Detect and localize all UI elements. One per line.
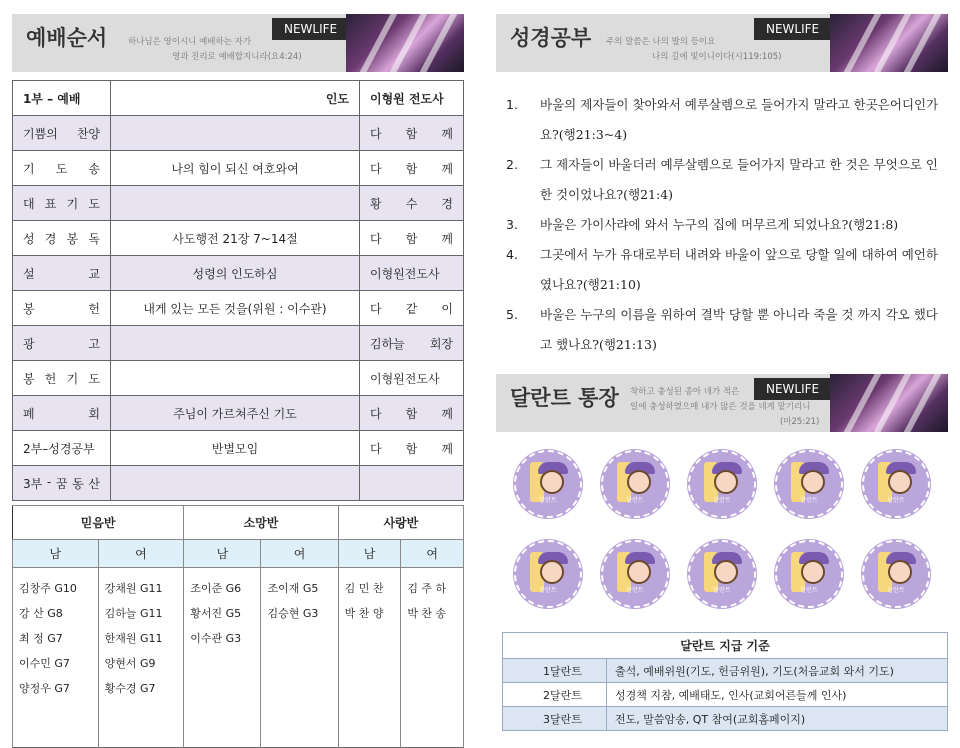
member-name: 박 찬 양 <box>344 607 384 620</box>
class-love: 사랑반 <box>338 506 463 540</box>
question-text: 바울은 누구의 이름을 위하여 결박 당할 뿐 아니라 죽을 것 까지 각오 했다고 했나요?(행21:13) <box>540 307 938 352</box>
worship-panel <box>12 14 464 748</box>
member-name: 양현서 G9 <box>104 657 156 670</box>
study-question <box>506 90 948 150</box>
rules-title: 달란트 지급 기준 <box>503 633 948 659</box>
study-question <box>506 240 948 300</box>
coin-label: 달란트 <box>713 587 731 594</box>
class-member-column <box>184 568 261 748</box>
female-label: 여 <box>261 540 338 568</box>
worship-order-row <box>13 466 464 501</box>
worship-verse-2: 영과 진리로 예배할지니라(요4:24) <box>172 52 302 62</box>
class-table <box>12 505 464 748</box>
coin-label: 달란트 <box>539 587 557 594</box>
talent-coin-icon <box>601 450 669 518</box>
talent-coin-icon <box>514 540 582 608</box>
worship-order-table <box>12 80 464 501</box>
member-name: 황수경 G7 <box>104 682 156 695</box>
order-content: 내게 있는 모든 것을(위원 : 이수관) <box>111 291 360 326</box>
member-name: 박 찬 송 <box>407 607 447 620</box>
newlife-tag: NEWLIFE <box>754 378 831 400</box>
order-content <box>111 116 360 151</box>
talent-rules-table <box>502 632 948 731</box>
order-leader: 다 함 께 <box>360 431 464 466</box>
order-item: 2부–성경공부 <box>13 431 111 466</box>
talent-header <box>496 374 948 432</box>
order-item: 폐 회 <box>13 396 111 431</box>
talent-coin-icon <box>862 450 930 518</box>
study-title: 성경공부 <box>510 26 592 50</box>
worship-photo <box>346 14 464 72</box>
female-label: 여 <box>98 540 184 568</box>
worship-order-row <box>13 431 464 466</box>
order-content <box>111 361 360 396</box>
order-content <box>111 326 360 361</box>
class-member-column <box>98 568 184 748</box>
order-content: 나의 힘이 되신 여호와여 <box>111 151 360 186</box>
order-content <box>111 186 360 221</box>
study-question <box>506 210 948 240</box>
rule-level: 2달란트 <box>503 683 607 707</box>
worship-order-header <box>13 81 464 116</box>
class-hope: 소망반 <box>184 506 338 540</box>
worship-order-row <box>13 256 464 291</box>
member-name: 김 민 찬 <box>344 582 384 595</box>
order-item: 봉 헌 기 도 <box>13 361 111 396</box>
worship-title: 예배순서 <box>26 26 108 50</box>
talent-coin-icon <box>688 540 756 608</box>
order-leader: 황 수 경 <box>360 186 464 221</box>
coin-label: 달란트 <box>539 497 557 504</box>
study-photo <box>830 14 948 72</box>
member-name: 양정우 G7 <box>19 682 70 695</box>
worship-order-row <box>13 326 464 361</box>
talent-title: 달란트 통장 <box>510 386 619 410</box>
order-leader: 이형원전도사 <box>360 256 464 291</box>
coin-label: 달란트 <box>887 497 905 504</box>
order-leader: 다 함 께 <box>360 116 464 151</box>
study-header <box>496 14 948 72</box>
worship-header <box>12 14 464 72</box>
question-text: 그곳에서 누가 유대로부터 내려와 바울이 앞으로 당할 일에 대하여 예언하였나요?(행21:10) <box>540 247 939 292</box>
study-verse-2: 나의 길에 빛이니이다(시119:105) <box>652 52 782 62</box>
female-label: 여 <box>401 540 464 568</box>
rule-description: 성경책 지참, 예배태도, 인사(교회어른들께 인사) <box>607 683 948 707</box>
order-item: 설 교 <box>13 256 111 291</box>
coin-label: 달란트 <box>887 587 905 594</box>
talent-coin-icon <box>601 540 669 608</box>
talent-photo <box>830 374 948 432</box>
rule-description: 전도, 말씀암송, QT 참여(교회홈페이지) <box>607 707 948 731</box>
talent-coin-icon <box>688 450 756 518</box>
member-name: 강채원 G11 <box>104 582 163 595</box>
member-name: 황서진 G5 <box>190 607 242 620</box>
question-number: 2. <box>506 157 518 172</box>
talent-coins <box>496 450 948 608</box>
member-name: 최 정 G7 <box>19 632 63 645</box>
member-name: 강 산 G8 <box>19 607 63 620</box>
study-question <box>506 300 948 360</box>
member-name: 김하늘 G11 <box>104 607 163 620</box>
talent-rule-row <box>503 683 948 707</box>
question-number: 4. <box>506 247 518 262</box>
order-leader: 다 함 께 <box>360 221 464 256</box>
class-member-column <box>401 568 464 748</box>
talent-coin-icon <box>862 540 930 608</box>
question-number: 3. <box>506 217 518 232</box>
order-item: 기 도 송 <box>13 151 111 186</box>
order-leader: 다 함 께 <box>360 151 464 186</box>
header-leader: 이형원 전도사 <box>360 81 464 116</box>
newlife-tag: NEWLIFE <box>272 18 349 40</box>
question-number: 5. <box>506 307 518 322</box>
class-faith: 믿음반 <box>13 506 184 540</box>
talent-rule-row <box>503 659 948 683</box>
class-member-column <box>338 568 401 748</box>
talent-verse-1: 착하고 충성된 종아 네가 적은 <box>630 387 740 397</box>
order-item: 광 고 <box>13 326 111 361</box>
order-content <box>111 466 360 501</box>
order-item: 기쁨의 찬양 <box>13 116 111 151</box>
worship-order-row <box>13 396 464 431</box>
newlife-tag: NEWLIFE <box>754 18 831 40</box>
coin-label: 달란트 <box>800 587 818 594</box>
order-item: 봉 헌 <box>13 291 111 326</box>
rule-level: 3달란트 <box>503 707 607 731</box>
header-lead: 인도 <box>111 81 360 116</box>
talent-verse-ref: (마25:21) <box>780 417 820 427</box>
order-content: 반별모임 <box>111 431 360 466</box>
order-leader: 이형원전도사 <box>360 361 464 396</box>
talent-coin-icon <box>514 450 582 518</box>
member-name: 김승현 G3 <box>267 607 319 620</box>
worship-order-row <box>13 116 464 151</box>
worship-order-row <box>13 361 464 396</box>
header-part: 1부 – 예배 <box>13 81 111 116</box>
worship-verse-1: 하나님은 영이시니 예배하는 자가 <box>128 37 252 47</box>
coin-label: 달란트 <box>800 497 818 504</box>
worship-order-row <box>13 291 464 326</box>
order-content: 성령의 인도하심 <box>111 256 360 291</box>
worship-order-row <box>13 151 464 186</box>
member-name: 김창주 G10 <box>19 582 77 595</box>
coin-label: 달란트 <box>713 497 731 504</box>
member-name: 이수민 G7 <box>19 657 70 670</box>
member-name: 이수관 G3 <box>190 632 242 645</box>
order-content: 사도행전 21장 7~14절 <box>111 221 360 256</box>
coin-label: 달란트 <box>626 587 644 594</box>
question-number: 1. <box>506 97 518 112</box>
male-label: 남 <box>184 540 261 568</box>
member-name: 조이준 G6 <box>190 582 242 595</box>
male-label: 남 <box>338 540 401 568</box>
worship-order-row <box>13 186 464 221</box>
order-leader <box>360 466 464 501</box>
question-text: 그 제자들이 바울더러 예루살렘으로 들어가지 말라고 한 것은 무엇으로 인한 것이었나요?(행21:4) <box>540 157 939 202</box>
study-panel <box>496 14 948 731</box>
coin-label: 달란트 <box>626 497 644 504</box>
rule-level: 1달란트 <box>503 659 607 683</box>
talent-rule-row <box>503 707 948 731</box>
talent-verse-2: 일에 충성하였으매 내가 많은 것을 네게 맡기리니 <box>630 402 811 412</box>
male-label: 남 <box>13 540 99 568</box>
study-question <box>506 150 948 210</box>
order-item: 대 표 기 도 <box>13 186 111 221</box>
rule-description: 출석, 예배위원(기도, 헌금위원), 기도(처음교회 와서 기도) <box>607 659 948 683</box>
order-item: 3부 - 꿈 동 산 <box>13 466 111 501</box>
order-leader: 다 함 께 <box>360 396 464 431</box>
class-member-column <box>261 568 338 748</box>
question-text: 바울은 가이사랴에 와서 누구의 집에 머무르게 되었나요?(행21:8) <box>540 217 899 232</box>
talent-coin-icon <box>775 450 843 518</box>
study-verse-1: 주의 말씀은 나의 발의 등이요 <box>606 37 716 47</box>
order-content: 주님이 가르쳐주신 기도 <box>111 396 360 431</box>
worship-order-row <box>13 221 464 256</box>
member-name: 김 주 하 <box>407 582 447 595</box>
class-member-column <box>13 568 99 748</box>
order-item: 성 경 봉 독 <box>13 221 111 256</box>
member-name: 조이재 G5 <box>267 582 319 595</box>
order-leader: 다 같 이 <box>360 291 464 326</box>
study-questions <box>496 90 948 360</box>
order-leader: 김하늘 회장 <box>360 326 464 361</box>
member-name: 한재원 G11 <box>104 632 163 645</box>
question-text: 바울의 제자들이 찾아와서 예루살렘으로 들어가지 말라고 한곳은어디인가요?(행21:3~4) <box>540 97 939 142</box>
talent-coin-icon <box>775 540 843 608</box>
